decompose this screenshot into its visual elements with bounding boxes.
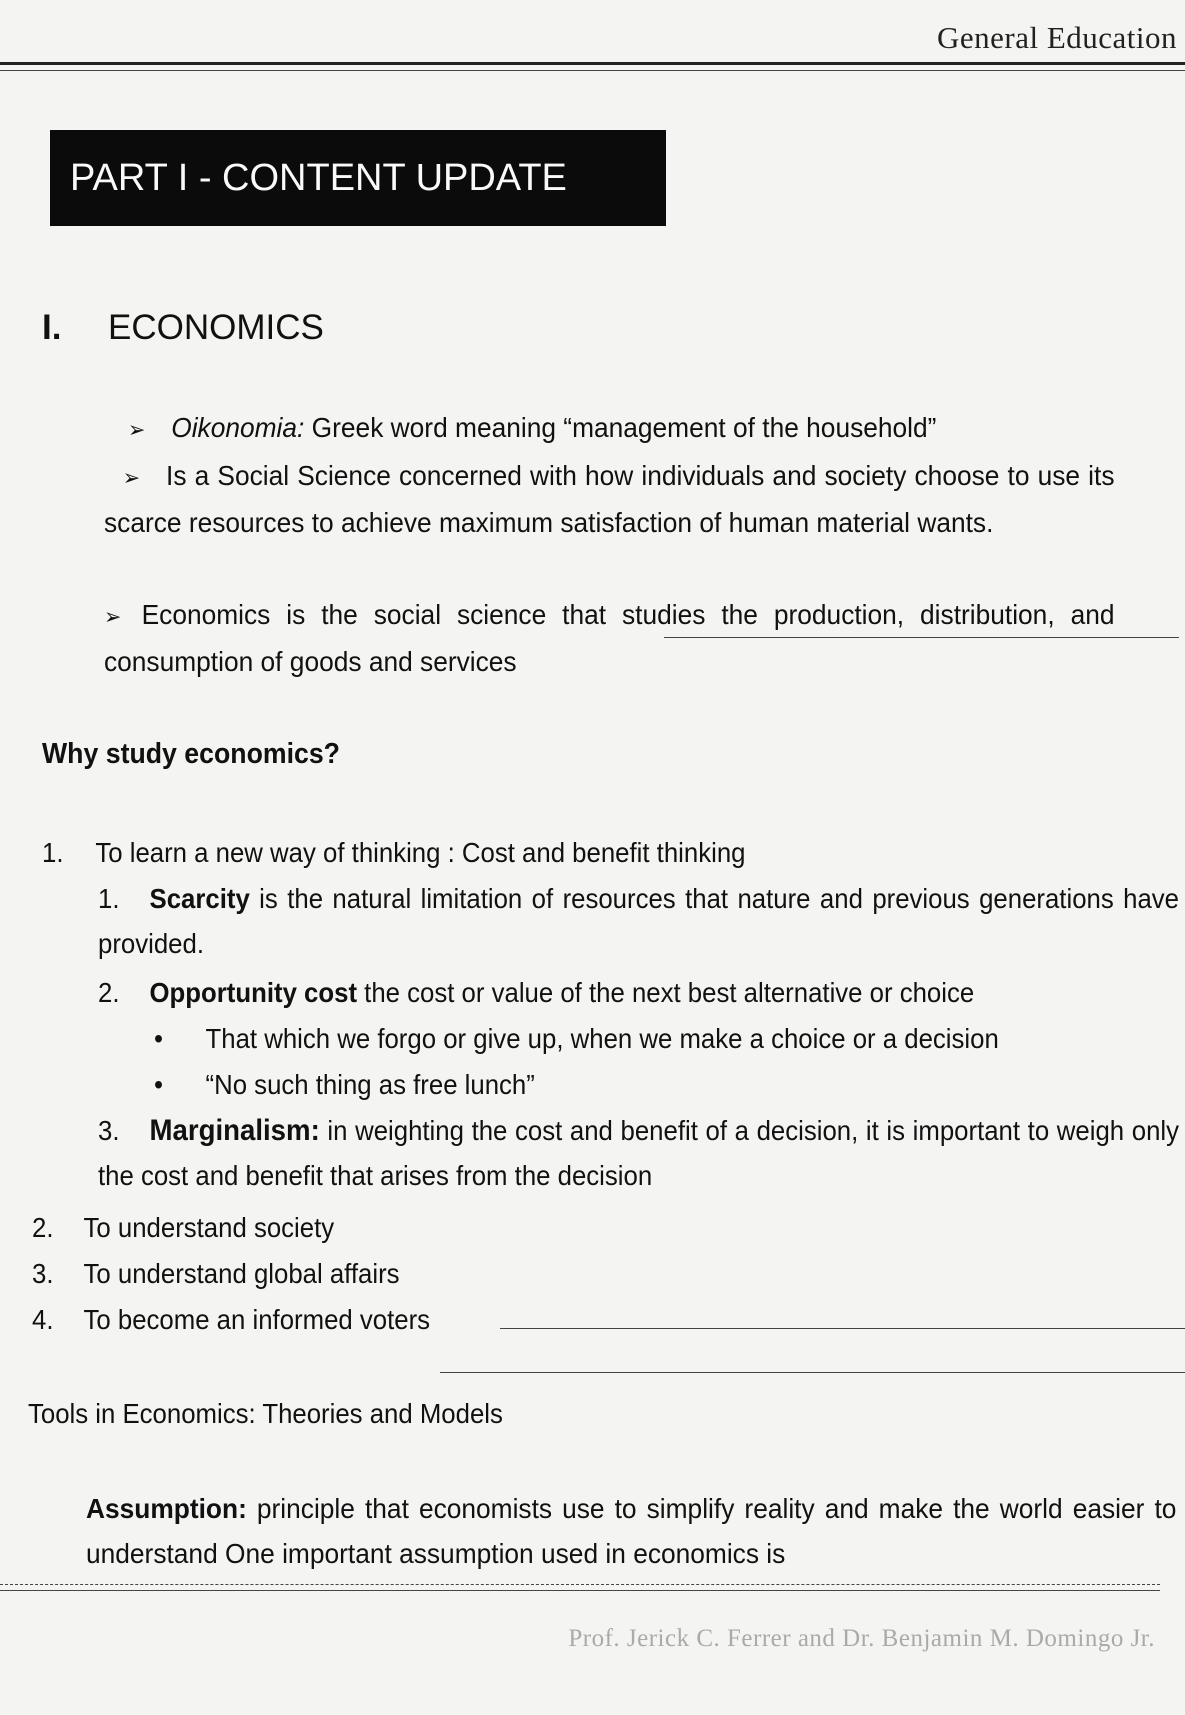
definition-2 — [104, 453, 1115, 545]
tools-assumption — [86, 1486, 1176, 1576]
item-number: 2. — [32, 1212, 54, 1243]
item-text: in weighting the cost and benefit of a decision, it is important to weigh only the cost and benefit that arises from the decision — [98, 1115, 1179, 1191]
assumption-text: principle that economists use to simplify reality and make the world easier to understand One important assumption used in economics is — [86, 1493, 1177, 1569]
item-number: 3. — [98, 1115, 120, 1146]
arrow-bullet-icon: ➢ — [128, 417, 146, 442]
definition-text: Economics is the social science that studies the production, distribution, and consumption of goods and services — [104, 599, 1115, 677]
why-heading: Why study economics? — [42, 738, 340, 770]
bullet-item — [154, 1016, 999, 1061]
item-text: To understand society — [83, 1212, 335, 1243]
tools-heading: Tools in Economics: Theories and Models — [28, 1398, 503, 1429]
item-text: To become an informed voters — [83, 1304, 431, 1335]
item-number: 1. — [42, 837, 64, 868]
item-term: Scarcity — [149, 883, 250, 914]
arrow-bullet-icon: ➢ — [122, 465, 141, 490]
footer-rule — [0, 1590, 1160, 1591]
why-item-2 — [32, 1205, 334, 1250]
underline-mark — [664, 637, 1179, 638]
definition-3 — [104, 592, 1115, 684]
arrow-bullet-icon: ➢ — [104, 604, 122, 629]
bullet-item — [154, 1062, 535, 1107]
underline-mark — [500, 1328, 1185, 1329]
item-term: Marginalism: — [149, 1114, 320, 1147]
definition-text: Is a Social Science concerned with how individuals and society choose to use its scarce resources to achieve maximum satisfaction of human material wants. — [104, 460, 1115, 538]
sub-item-scarcity — [98, 876, 1179, 966]
item-number: 2. — [98, 977, 120, 1008]
footer-credit: Prof. Jerick C. Ferrer and Dr. Benjamin M. Domingo Jr. — [568, 1625, 1155, 1652]
item-term: Opportunity cost — [149, 977, 358, 1008]
definition-term: Oikonomia: — [171, 412, 305, 443]
item-number: 4. — [32, 1304, 54, 1335]
section-number: I. — [42, 308, 62, 347]
sub-item-marginalism — [98, 1108, 1179, 1198]
header-rule — [0, 62, 1185, 65]
bullet-dot-icon: • — [154, 1069, 164, 1100]
bullet-text: “No such thing as free lunch” — [205, 1069, 535, 1100]
bullet-dot-icon: • — [154, 1023, 164, 1054]
item-text: the cost or value of the next best alternative or choice — [357, 977, 975, 1008]
bullet-text: That which we forgo or give up, when we make a choice or a decision — [205, 1023, 999, 1054]
assumption-term: Assumption: — [86, 1493, 247, 1524]
definition-1 — [128, 405, 1139, 452]
footer-rule — [0, 1584, 1160, 1585]
header-rule-thin — [0, 70, 1185, 71]
page-header-title: General Education — [936, 20, 1177, 55]
item-text: is the natural limitation of resources that nature and previous generations have provided. — [98, 883, 1180, 959]
why-item-3 — [32, 1251, 400, 1296]
part-banner: PART I - CONTENT UPDATE — [50, 130, 666, 226]
item-number: 3. — [32, 1258, 54, 1289]
item-number: 1. — [98, 883, 120, 914]
sub-item-opportunity-cost — [98, 970, 974, 1015]
item-text: To understand global affairs — [83, 1258, 400, 1289]
underline-mark — [440, 1372, 1185, 1373]
why-item-1 — [42, 830, 745, 875]
why-item-4 — [32, 1297, 430, 1342]
item-text: To learn a new way of thinking : Cost and benefit thinking — [95, 837, 746, 868]
definition-text: Greek word meaning “management of the household” — [304, 412, 937, 443]
section-title: ECONOMICS — [108, 308, 324, 347]
